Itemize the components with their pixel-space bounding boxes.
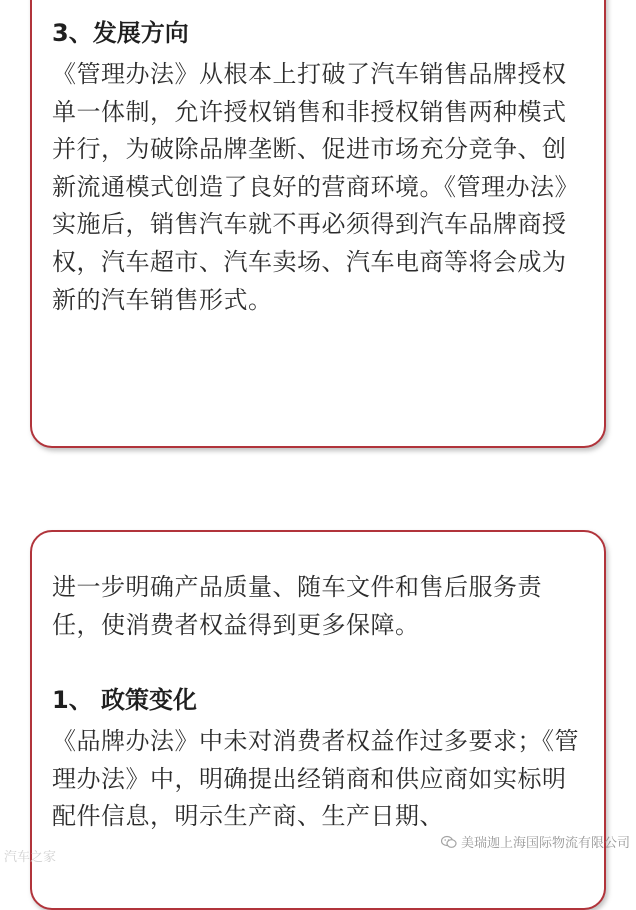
- content-card-consumer-rights: [30, 530, 606, 910]
- section-heading: 3、发展方向: [52, 19, 189, 47]
- section-paragraph: 《管理办法》从根本上打破了汽车销售品牌授权单一体制，允许授权销售和非授权销售两种模式并行，为破除品牌垄断、促进市场充分竞争、创新流通模式创造了良好的营商环境。《管理办法》实施后，销售汽车就不再必须得到汽车品牌商授权，汽车超市、汽车卖场、汽车电商等将会成为新的汽车销售形式。: [52, 60, 579, 314]
- watermark-right: [441, 832, 630, 851]
- content-card-development-direction: [30, 0, 606, 448]
- watermark-right-text: 美瑞迦上海国际物流有限公司: [460, 836, 630, 851]
- wechat-icon: [441, 835, 457, 849]
- section-heading: 1、 政策变化: [52, 686, 198, 715]
- watermark-left: 汽车之家: [4, 850, 57, 865]
- card-content: [52, 569, 588, 836]
- intro-paragraph: 进一步明确产品质量、随车文件和售后服务责任，使消费者权益得到更多保障。: [52, 573, 542, 639]
- card-content: [52, 18, 588, 319]
- section-paragraph: 《品牌办法》中未对消费者权益作过多要求；《管理办法》中，明确提出经销商和供应商如实标明配件信息，明示生产商、生产日期、: [52, 727, 579, 831]
